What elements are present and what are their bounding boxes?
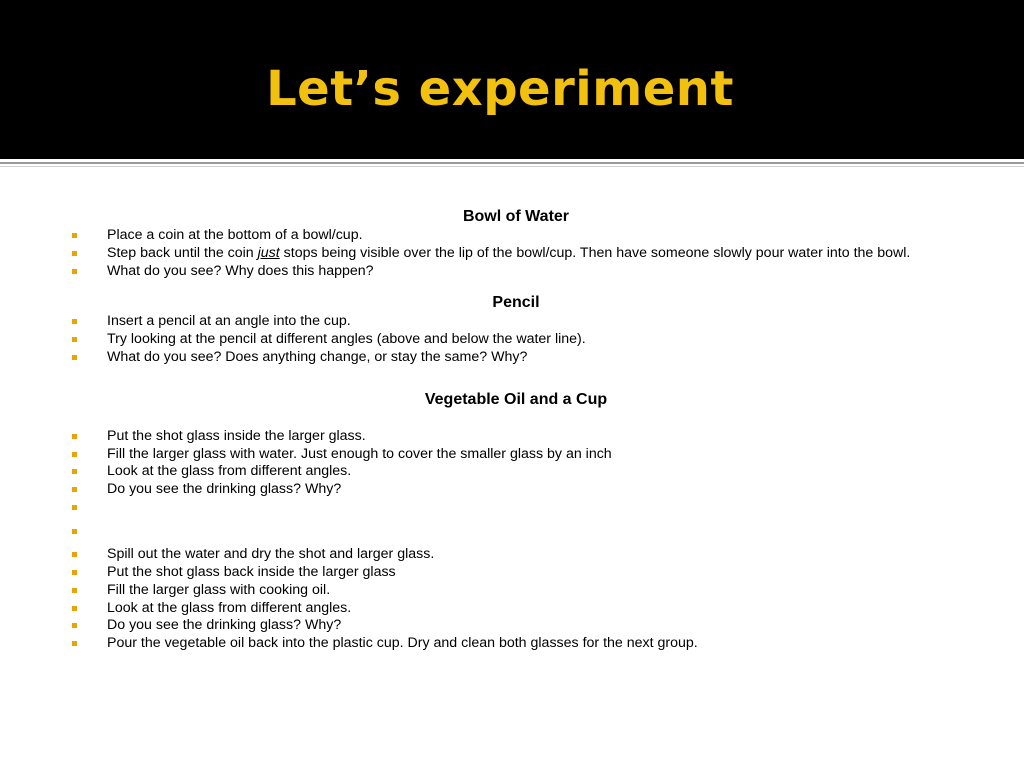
list-item-text: Fill the larger glass with cooking oil. [107, 581, 331, 598]
bullet-square-icon [72, 505, 77, 510]
list-item [0, 349, 1024, 367]
list-item [0, 546, 1024, 564]
list-item [0, 635, 1024, 653]
bullet-list-bowl-of-water [0, 227, 1024, 280]
list-item-text: Fill the larger glass with water. Just enough to cover the smaller glass by an inch [107, 445, 612, 462]
bullet-square-icon [72, 623, 77, 628]
bullet-square-icon [72, 606, 77, 611]
bullet-square-icon [72, 355, 77, 360]
list-item [0, 331, 1024, 349]
list-item-text: Put the shot glass back inside the larger glass [107, 563, 396, 580]
list-item-text: Try looking at the pencil at different angles (above and below the water line). [107, 331, 586, 348]
section-heading-bowl-of-water: Bowl of Water [462, 208, 570, 225]
section-heading-vegetable-oil: Vegetable Oil and a Cup [424, 390, 608, 408]
bullet-square-icon [72, 269, 77, 274]
list-item [0, 617, 1024, 635]
emphasis-text: just [257, 244, 280, 261]
list-item [0, 600, 1024, 618]
list-item-text: What do you see? Does anything change, or stay the same? Why? [107, 348, 528, 365]
bullet-list-vegetable-oil [0, 428, 1024, 653]
list-item-empty [0, 523, 1024, 547]
list-item [0, 582, 1024, 600]
list-item [0, 313, 1024, 331]
bullet-square-icon [72, 469, 77, 474]
slide-content [0, 207, 1024, 653]
list-item-text: stops being visible over the lip of the bowl/cup. Then have someone slowly pour water into the bowl. [279, 244, 911, 261]
list-item [0, 263, 1024, 281]
slide-title: Let’s experiment [266, 61, 734, 117]
list-item-text: Pour the vegetable oil back into the plastic cup. Dry and clean both glasses for the next group. [107, 635, 698, 652]
list-item [0, 446, 1024, 464]
list-item-text: Look at the glass from different angles. [107, 599, 352, 616]
bullet-square-icon [72, 552, 77, 557]
list-item-text: Place a coin at the bottom of a bowl/cup. [107, 227, 363, 243]
section-heading-pencil: Pencil [492, 294, 540, 312]
list-item [0, 227, 1024, 245]
bullet-square-icon [72, 452, 77, 457]
list-item [0, 245, 1024, 263]
list-item [0, 564, 1024, 582]
list-item-text: Step back until the coin [107, 244, 258, 261]
list-item-empty [0, 499, 1024, 523]
list-item [0, 481, 1024, 499]
bullet-square-icon [72, 251, 77, 256]
list-item [0, 428, 1024, 446]
list-item [0, 463, 1024, 481]
title-divider-light [0, 166, 1024, 167]
list-item-text: What do you see? Why does this happen? [107, 262, 374, 279]
bullet-square-icon [72, 434, 77, 439]
bullet-square-icon [72, 641, 77, 646]
bullet-square-icon [72, 337, 77, 342]
bullet-square-icon [72, 529, 77, 534]
list-item-text: Do you see the drinking glass? Why? [107, 481, 342, 498]
bullet-square-icon [72, 487, 77, 492]
bullet-square-icon [72, 588, 77, 593]
list-item-text: Put the shot glass inside the larger glass. [107, 427, 366, 444]
list-item-text: Insert a pencil at an angle into the cup. [107, 313, 351, 330]
bullet-square-icon [72, 319, 77, 324]
bullet-square-icon [72, 233, 77, 238]
bullet-square-icon [72, 570, 77, 575]
bullet-list-pencil [0, 313, 1024, 366]
list-item-text: Look at the glass from different angles. [107, 463, 352, 480]
title-divider [0, 162, 1024, 164]
list-item-text: Spill out the water and dry the shot and larger glass. [107, 546, 435, 563]
list-item-text: Do you see the drinking glass? Why? [107, 617, 342, 634]
